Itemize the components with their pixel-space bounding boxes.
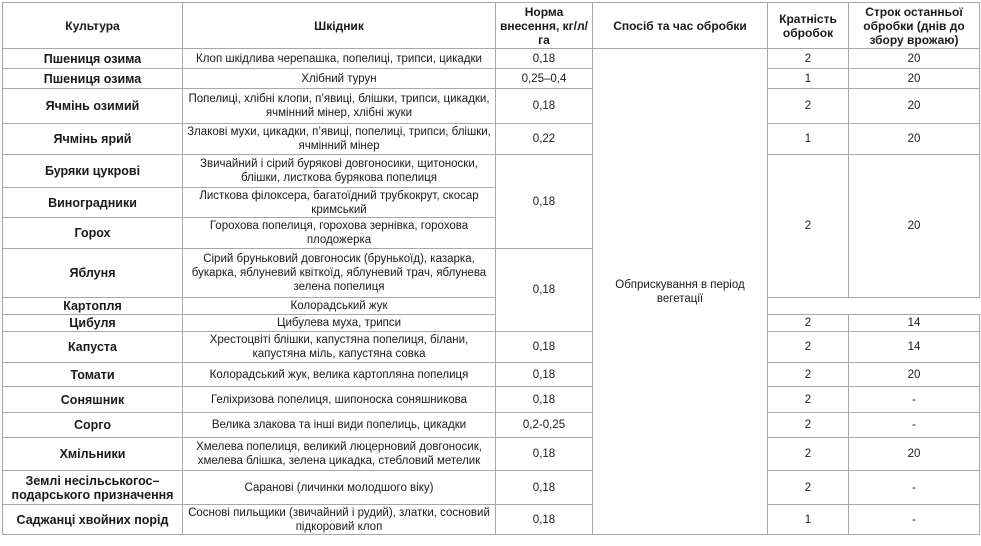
culture-cell: Капуста xyxy=(3,332,183,363)
table-row xyxy=(3,49,980,69)
multiplicity-cell: 2 xyxy=(768,471,849,505)
pest-cell: Клоп шкідлива черепашка, попелиці, трипси, цикадки xyxy=(183,49,496,69)
header-culture: Культура xyxy=(3,3,183,49)
table-row xyxy=(3,155,980,188)
table-row xyxy=(3,69,980,89)
method-cell: Обприскування в період вегетації xyxy=(593,49,768,535)
pest-cell: Листкова філоксера, багатоїдний трубкокрут, скосар кримський xyxy=(183,188,496,218)
table-row xyxy=(3,471,980,505)
culture-cell: Хмільники xyxy=(3,438,183,471)
table-row xyxy=(3,363,980,387)
rate-cell: 0,18 xyxy=(496,89,593,124)
multiplicity-cell: 2 xyxy=(768,89,849,124)
multiplicity-cell: 2 xyxy=(768,363,849,387)
culture-cell: Соняшник xyxy=(3,387,183,413)
table-row xyxy=(3,413,980,438)
pest-cell: Цибулева муха, трипси xyxy=(183,315,496,332)
table-row xyxy=(3,332,980,363)
culture-cell: Сорго xyxy=(3,413,183,438)
term-cell: 20 xyxy=(849,49,980,69)
term-cell: - xyxy=(849,387,980,413)
pest-cell: Саранові (личинки молодшого віку) xyxy=(183,471,496,505)
rate-cell: 0,18 xyxy=(496,471,593,505)
culture-cell: Буряки цукрові xyxy=(3,155,183,188)
multiplicity-cell: 1 xyxy=(768,69,849,89)
table-row xyxy=(3,505,980,535)
culture-cell: Виноградники xyxy=(3,188,183,218)
rate-cell: 0,18 xyxy=(496,155,593,249)
rate-cell: 0,18 xyxy=(496,249,593,332)
rate-cell: 0,25–0,4 xyxy=(496,69,593,89)
rate-cell: 0,22 xyxy=(496,124,593,155)
culture-cell: Саджанці хвойних порід xyxy=(3,505,183,535)
term-cell: - xyxy=(849,471,980,505)
rate-cell: 0,18 xyxy=(496,438,593,471)
culture-cell: Ячмінь озимий xyxy=(3,89,183,124)
pest-cell: Хмелева попелиця, великий люцерновий довгоносик, хмелева блішка, зелена цикадка, стебловий метелик xyxy=(183,438,496,471)
rate-cell: 0,18 xyxy=(496,49,593,69)
header-multiplicity: Кратність обробок xyxy=(768,3,849,49)
culture-cell: Картопля xyxy=(3,298,183,315)
table-row xyxy=(3,89,980,124)
rate-cell: 0,18 xyxy=(496,505,593,535)
pest-cell: Геліхризова попелиця, шипоноска соняшникова xyxy=(183,387,496,413)
pest-cell: Хлібний турун xyxy=(183,69,496,89)
header-method: Спосіб та час обробки xyxy=(593,3,768,49)
multiplicity-cell: 2 xyxy=(768,155,849,298)
header-pest: Шкідник xyxy=(183,3,496,49)
culture-cell: Землі несільськогос–подарського призначення xyxy=(3,471,183,505)
header-rate: Норма внесення, кг/л/га xyxy=(496,3,593,49)
table-row xyxy=(3,298,980,315)
rate-cell: 0,18 xyxy=(496,332,593,363)
multiplicity-cell: 2 xyxy=(768,49,849,69)
term-cell: 20 xyxy=(849,89,980,124)
table-row xyxy=(3,315,980,332)
pest-cell: Соснові пильщики (звичайний і рудий), златки, сосновий підкоровий клоп xyxy=(183,505,496,535)
header-row xyxy=(3,3,980,49)
multiplicity-cell: 2 xyxy=(768,387,849,413)
culture-cell: Пшениця озима xyxy=(3,49,183,69)
multiplicity-cell: 2 xyxy=(768,438,849,471)
multiplicity-cell: 2 xyxy=(768,315,849,332)
term-cell: 20 xyxy=(849,438,980,471)
pest-cell: Злакові мухи, цикадки, п’явиці, попелиці, трипси, блішки, ячмінний мінер xyxy=(183,124,496,155)
table-row xyxy=(3,387,980,413)
culture-cell: Томати xyxy=(3,363,183,387)
term-cell: 14 xyxy=(849,315,980,332)
term-cell: 20 xyxy=(849,363,980,387)
term-cell: 14 xyxy=(849,332,980,363)
multiplicity-cell: 1 xyxy=(768,505,849,535)
culture-cell: Цибуля xyxy=(3,315,183,332)
term-cell: 20 xyxy=(849,155,980,298)
term-cell: 20 xyxy=(849,69,980,89)
table-row xyxy=(3,124,980,155)
pest-cell: Велика злакова та інші види попелиць, цикадки xyxy=(183,413,496,438)
culture-cell: Горох xyxy=(3,218,183,249)
multiplicity-cell: 2 xyxy=(768,413,849,438)
pest-cell: Хрестоцвіті блішки, капустяна попелиця, білани, капустяна міль, капустяна совка xyxy=(183,332,496,363)
pest-cell: Звичайний і сірий бурякові довгоносики, щитоноски, блішки, листкова бурякова попелиця xyxy=(183,155,496,188)
multiplicity-cell: 1 xyxy=(768,124,849,155)
culture-cell: Ячмінь ярий xyxy=(3,124,183,155)
header-term: Строк останньої обробки (днів до збору врожаю) xyxy=(849,3,980,49)
pest-cell: Горохова попелиця, горохова зернівка, горохова плодожерка xyxy=(183,218,496,249)
rate-cell: 0,2-0,25 xyxy=(496,413,593,438)
pest-cell: Сірий бруньковий довгоносик (брунькоїд), казарка, букарка, яблуневий квіткоїд, яблуневий трач, яблунева зелена попелиця xyxy=(183,249,496,298)
culture-cell: Пшениця озима xyxy=(3,69,183,89)
pest-cell: Колорадський жук, велика картопляна попелиця xyxy=(183,363,496,387)
term-cell: - xyxy=(849,505,980,535)
table-row xyxy=(3,438,980,471)
multiplicity-cell: 2 xyxy=(768,332,849,363)
term-cell: - xyxy=(849,413,980,438)
pest-cell: Попелиці, хлібні клопи, п’явиці, блішки, трипси, цикадки, ячмінний мінер, хлібні жуки xyxy=(183,89,496,124)
rate-cell: 0,18 xyxy=(496,387,593,413)
rate-cell: 0,18 xyxy=(496,363,593,387)
term-cell: 20 xyxy=(849,124,980,155)
culture-cell: Яблуня xyxy=(3,249,183,298)
pesticide-table xyxy=(2,2,980,535)
pest-cell: Колорадський жук xyxy=(183,298,496,315)
